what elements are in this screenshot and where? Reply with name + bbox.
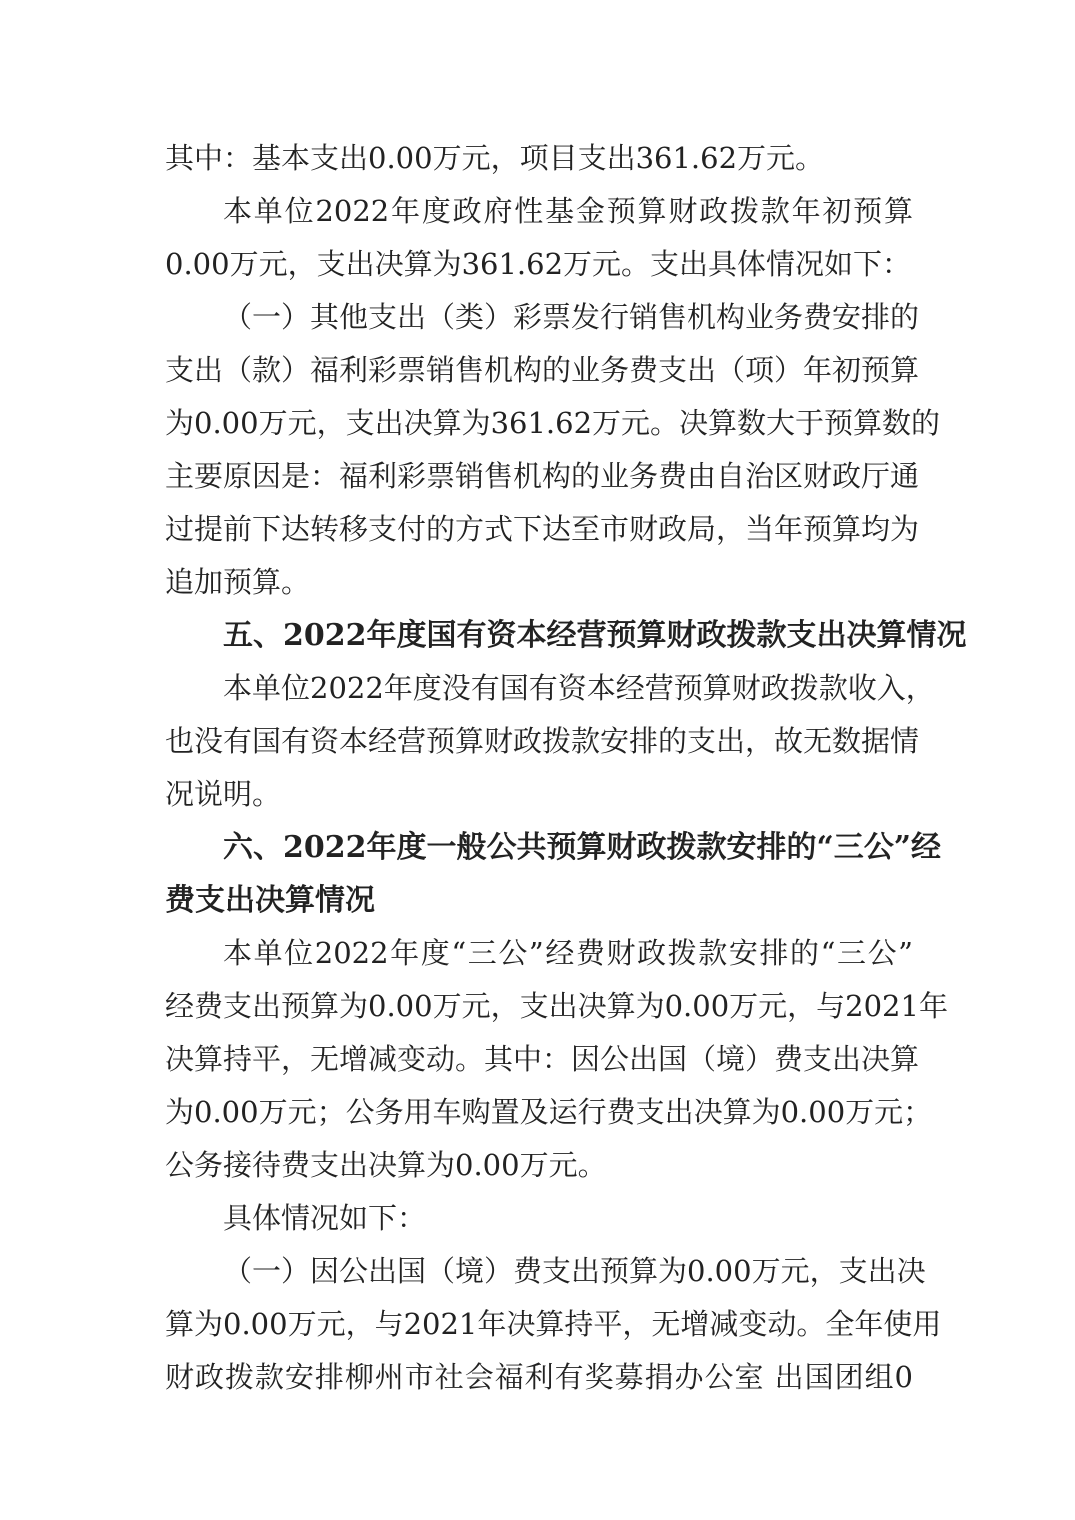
body-line: 算为0.00万元，与2021年决算持平，无增减变动。全年使用 — [165, 1307, 942, 1341]
paragraph-start-line: （一）其他支出（类）彩票发行销售机构业务费安排的 — [223, 300, 920, 334]
document-page — [165, 132, 967, 1404]
paragraph-start-line: （一）因公出国（境）费支出预算为0.00万元，支出决 — [223, 1254, 926, 1288]
body-line: 主要原因是：福利彩票销售机构的业务费由自治区财政厅通 — [165, 459, 920, 493]
body-line: 况说明。 — [165, 777, 282, 811]
body-line: 追加预算。 — [165, 565, 311, 599]
body-line: 支出（款）福利彩票销售机构的业务费支出（项）年初预算 — [165, 353, 920, 387]
paragraph-start-line: 具体情况如下： — [223, 1201, 427, 1235]
paragraph-start-line: 本单位2022年度政府性基金预算财政拨款年初预算 — [223, 194, 913, 228]
body-line: 也没有国有资本经营预算财政拨款安排的支出，故无数据情 — [165, 724, 920, 758]
body-line: 过提前下达转移支付的方式下达至市财政局，当年预算均为 — [165, 512, 920, 546]
section-heading: 六、2022年度一般公共预算财政拨款安排的“三公”经 — [223, 830, 942, 865]
body-line: 其中：基本支出0.00万元，项目支出361.62万元。 — [165, 141, 825, 175]
body-line: 0.00万元，支出决算为361.62万元。支出具体情况如下： — [165, 247, 912, 281]
paragraph-start-line: 本单位2022年度“三公”经费财政拨款安排的“三公” — [223, 936, 913, 970]
section-heading: 五、2022年度国有资本经营预算财政拨款支出决算情况 — [223, 618, 967, 653]
body-line: 经费支出预算为0.00万元，支出决算为0.00万元，与2021年 — [165, 989, 948, 1023]
body-line: 为0.00万元；公务用车购置及运行费支出决算为0.00万元； — [165, 1095, 933, 1129]
paragraph-start-line: 本单位2022年度没有国有资本经营预算财政拨款收入， — [223, 671, 935, 705]
section-heading-continued: 费支出决算情况 — [165, 883, 375, 918]
body-line: 财政拨款安排柳州市社会福利有奖募捐办公室 出国团组0 — [165, 1360, 913, 1394]
body-line: 决算持平，无增减变动。其中：因公出国（境）费支出决算 — [165, 1042, 920, 1076]
body-line: 公务接待费支出决算为0.00万元。 — [165, 1148, 607, 1182]
body-line: 为0.00万元，支出决算为361.62万元。决算数大于预算数的 — [165, 406, 941, 440]
